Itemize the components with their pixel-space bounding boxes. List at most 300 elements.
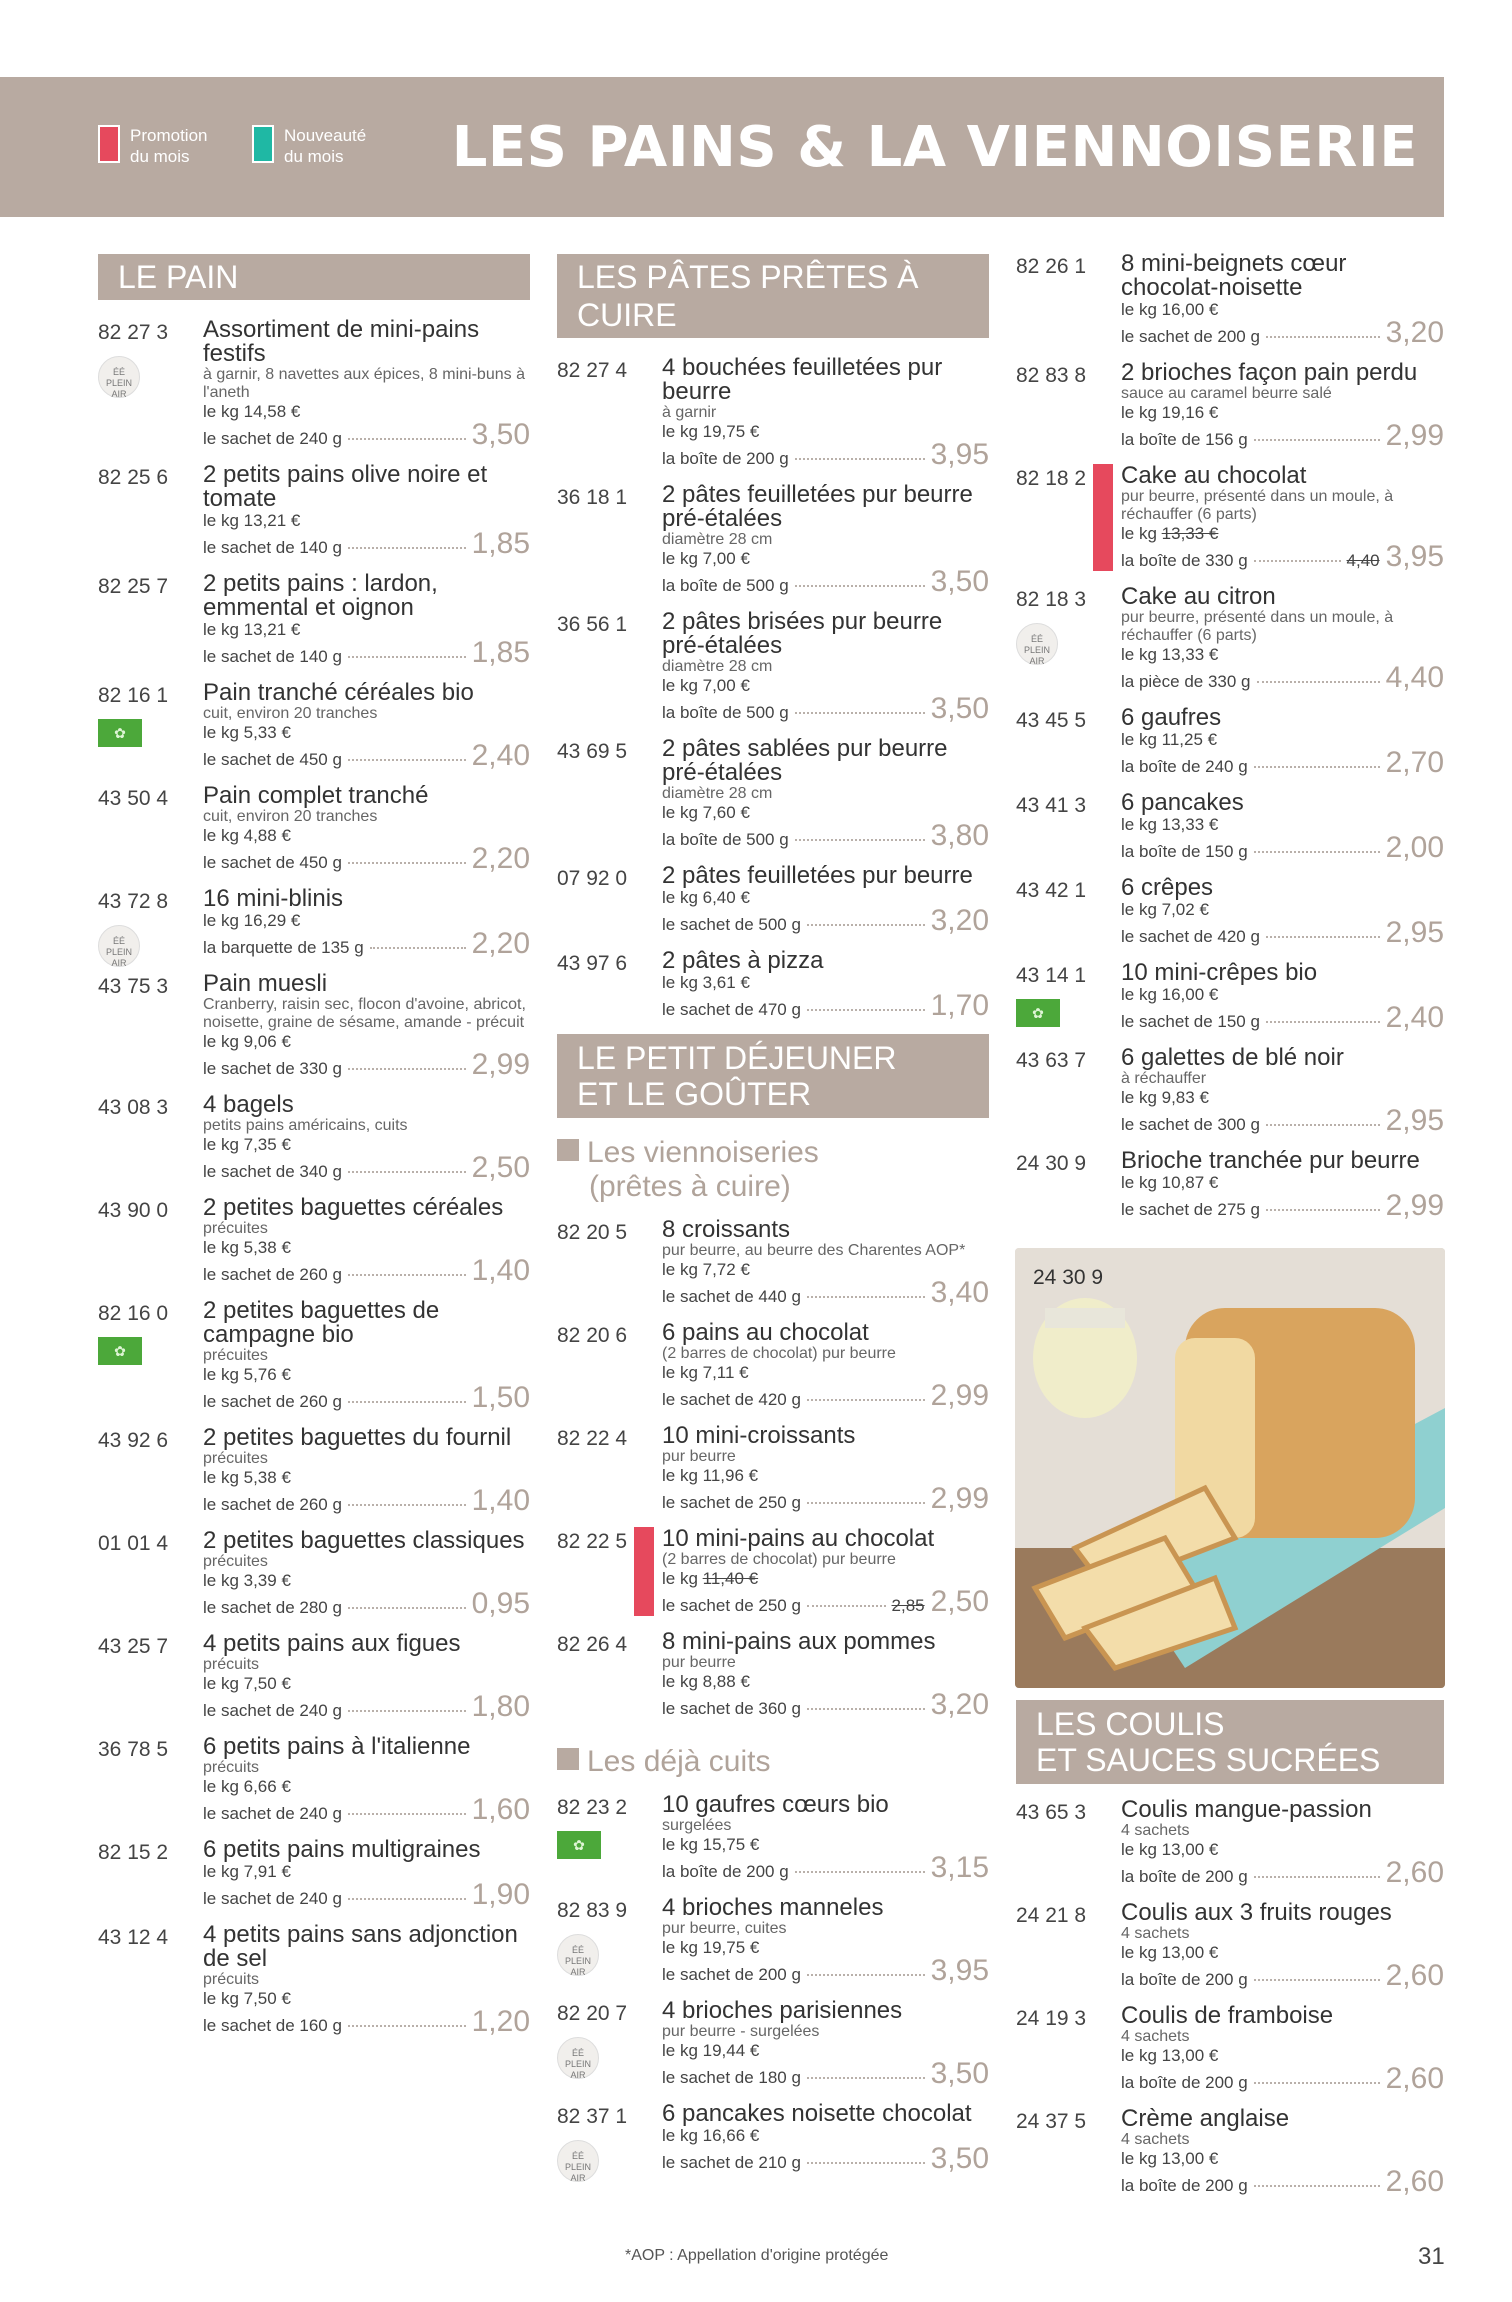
price-per-kg-label: le kg 10,87 €: [1121, 1173, 1219, 1192]
product-item: [1016, 706, 1444, 777]
price: 1,40: [471, 1484, 530, 1517]
container-label: le sachet de 210 g: [662, 2153, 801, 2172]
container-line: [203, 2005, 530, 2038]
container-label: le sachet de 200 g: [1121, 327, 1260, 346]
legend-promotion-label: Promotion du mois: [130, 126, 208, 166]
page-number: 31: [1418, 2243, 1445, 2270]
container-label: le sachet de 440 g: [662, 1287, 801, 1306]
price: 2,20: [471, 842, 530, 875]
price-per-kg-label: le kg 16,00 €: [1121, 300, 1219, 319]
product-item: [557, 864, 989, 935]
product-name: 2 petites baguettes de campagne bio: [203, 1297, 440, 1348]
container-label: le sachet de 240 g: [203, 1701, 342, 1720]
product-name: Coulis aux 3 fruits rouges: [1121, 1899, 1392, 1926]
container-line: [1121, 419, 1444, 452]
dot-leader: [348, 1401, 466, 1403]
product-code: 01 01 4: [98, 1532, 169, 1555]
price: 2,00: [1385, 831, 1444, 864]
container-line: [662, 904, 989, 937]
container-line: [662, 989, 989, 1022]
product-name: 10 mini-crêpes bio: [1121, 959, 1318, 986]
product-item: [1016, 252, 1444, 347]
product-code: 43 25 7: [98, 1635, 169, 1658]
dot-leader: [807, 924, 925, 926]
product-code: 43 90 0: [98, 1199, 169, 1222]
container-line: [662, 1954, 989, 1987]
price: 2,70: [1385, 746, 1444, 779]
price: 3,20: [930, 904, 989, 937]
container-label: la boîte de 500 g: [662, 830, 789, 849]
price-per-kg-label: le kg 13,00 €: [1121, 1840, 1219, 1859]
product-name: Pain complet tranché: [203, 782, 429, 809]
product-name: Coulis de framboise: [1121, 2002, 1334, 2029]
container-label: la boîte de 200 g: [662, 1862, 789, 1881]
product-code: 36 18 1: [557, 486, 628, 509]
product-description: Cranberry, raisin sec, flocon d'avoine, abricot, noisette, graine de sésame, amande - précuit: [203, 996, 526, 1031]
product-description: sauce au caramel beurre salé: [1121, 385, 1332, 402]
dot-leader: [795, 712, 925, 714]
product-code: 43 08 3: [98, 1096, 169, 1119]
nouveaute-swatch: [252, 125, 274, 163]
price: 2,50: [930, 1585, 989, 1618]
product-item: [98, 1529, 530, 1618]
price-per-kg-label: le kg 7,72 €: [662, 1260, 750, 1279]
product-name: 8 mini-beignets cœur chocolat-noisette: [1121, 250, 1347, 301]
product-item: [98, 1632, 530, 1721]
product-item: [1016, 1901, 1444, 1990]
product-description: (2 barres de chocolat) pur beurre: [662, 1345, 896, 1362]
legend-nouveaute: [252, 125, 374, 167]
product-description: à garnir, 8 navettes aux épices, 8 mini-buns à l'aneth: [203, 366, 525, 401]
price-per-kg-label: le kg 4,88 €: [203, 826, 291, 845]
price: 2,95: [1385, 916, 1444, 949]
price-per-kg-label: le kg 11,96 €: [662, 1466, 759, 1485]
product-code: 43 45 5: [1016, 709, 1087, 732]
price: 2,99: [930, 1379, 989, 1412]
container-label: la boîte de 330 g: [1121, 551, 1248, 570]
container-label: la boîte de 200 g: [1121, 1867, 1248, 1886]
square-bullet-icon: [557, 1748, 579, 1770]
product-name: 2 brioches façon pain perdu: [1121, 359, 1418, 386]
price: 2,60: [1385, 1959, 1444, 1992]
section-title-pates: LES PÂTES PRÊTES À CUIRE: [557, 254, 989, 338]
price-per-kg-label: le kg 13,33 €: [1121, 815, 1219, 834]
container-label: le sachet de 300 g: [1121, 1115, 1260, 1134]
product-description: précuites: [203, 1347, 268, 1364]
price: 1,70: [930, 989, 989, 1022]
product-item: [98, 1838, 530, 1909]
product-code: 82 25 7: [98, 575, 169, 598]
price-per-kg-label: le kg 7,00 €: [662, 549, 750, 568]
fabrique-en-france-seal-icon: ÉÉ PLEIN AIR: [557, 2140, 599, 2182]
price: 3,50: [930, 2057, 989, 2090]
dot-leader: [348, 1068, 466, 1070]
promotion-marker: [634, 1527, 654, 1616]
container-label: le sachet de 280 g: [203, 1598, 342, 1617]
price-per-kg-label: le kg 7,02 €: [1121, 900, 1209, 919]
product-code: 82 16 0: [98, 1302, 169, 1325]
price-per-kg-label: le kg 16,29 €: [203, 911, 301, 930]
section-title-petit-dejeuner-line2: ET LE GOÛTER: [577, 1076, 812, 1112]
subsection-viennoiseries-line1: Les viennoiseries: [587, 1136, 819, 1169]
dot-leader: [348, 759, 466, 761]
container-line: [203, 927, 530, 960]
dot-leader: [1266, 1021, 1380, 1023]
dot-leader: [1266, 936, 1380, 938]
container-line: [203, 1048, 530, 1081]
product-name: 2 petites baguettes céréales: [203, 1194, 504, 1221]
product-name: 6 crêpes: [1121, 874, 1214, 901]
price-per-kg-label: le kg 13,33 €: [1121, 645, 1219, 664]
container-label: le sachet de 340 g: [203, 1162, 342, 1181]
price: 3,95: [930, 1954, 989, 1987]
dot-leader: [1254, 766, 1380, 768]
container-line: [203, 527, 530, 560]
dot-leader: [1266, 1124, 1380, 1126]
product-code: 82 18 2: [1016, 467, 1087, 490]
price-per-kg-label: le kg 19,75 €: [662, 422, 760, 441]
container-line: [1121, 2165, 1444, 2198]
dot-leader: [348, 1898, 466, 1900]
brioche-illustration: [1015, 1248, 1445, 1688]
price-per-kg-label: le kg 5,38 €: [203, 1238, 291, 1257]
container-label: la boîte de 500 g: [662, 576, 789, 595]
price: 1,90: [471, 1878, 530, 1911]
product-name: 10 mini-pains au chocolat: [662, 1525, 935, 1552]
product-description: pur beurre - surgelées: [662, 2023, 820, 2040]
dot-leader: [348, 438, 466, 440]
old-price-per-kg: 11,40 €: [702, 1569, 759, 1588]
price-per-kg-label: le kg 15,75 €: [662, 1835, 760, 1854]
price-per-kg-label: le kg 5,33 €: [203, 723, 291, 742]
product-name: Coulis mangue-passion: [1121, 1796, 1372, 1823]
container-label: le sachet de 240 g: [203, 1804, 342, 1823]
price-per-kg-label: le kg 7,91 €: [203, 1862, 291, 1881]
price-per-kg-label: le kg 13,00 €: [1121, 1943, 1219, 1962]
product-name: 10 gaufres cœurs bio: [662, 1791, 889, 1818]
eu-organic-leaf-icon: ✿: [98, 1337, 142, 1365]
product-name: 10 mini-croissants: [662, 1422, 856, 1449]
container-label: le sachet de 140 g: [203, 538, 342, 557]
product-code: 43 63 7: [1016, 1049, 1087, 1072]
container-line: [662, 2057, 989, 2090]
product-name: 6 gaufres: [1121, 704, 1222, 731]
product-item: [1016, 961, 1444, 1032]
price-per-kg-label: le kg 8,88 €: [662, 1672, 750, 1691]
subsection-deja-cuits: [557, 1745, 989, 1779]
product-description: cuit, environ 20 tranches: [203, 808, 378, 825]
dot-leader: [370, 947, 466, 949]
container-line: [662, 1482, 989, 1515]
price: 2,60: [1385, 2062, 1444, 2095]
legend-nouveaute-label: Nouveauté du mois: [284, 126, 367, 166]
items-coulis: [1016, 1798, 1444, 2196]
product-item: [1016, 1798, 1444, 1887]
price: 1,85: [471, 527, 530, 560]
container-line: [203, 418, 530, 451]
price-per-kg-label: le kg 5,38 €: [203, 1468, 291, 1487]
product-description: pur beurre: [662, 1654, 736, 1671]
container-label: le sachet de 150 g: [1121, 1012, 1260, 1031]
product-item: [1016, 876, 1444, 947]
price: 2,99: [471, 1048, 530, 1081]
container-label: le sachet de 330 g: [203, 1059, 342, 1078]
page-header: [0, 77, 1444, 217]
dot-leader: [795, 585, 925, 587]
dot-leader: [807, 1974, 925, 1976]
product-item: [98, 1735, 530, 1824]
product-item: [98, 1923, 530, 2036]
product-code: 24 19 3: [1016, 2007, 1087, 2030]
container-line: [203, 842, 530, 875]
fabrique-en-france-seal-icon: ÉÉ PLEIN AIR: [557, 2037, 599, 2079]
product-item: [557, 737, 989, 850]
product-description: précuites: [203, 1220, 268, 1237]
price-per-kg-label: le kg 7,35 €: [203, 1135, 291, 1154]
product-code: 43 69 5: [557, 740, 628, 763]
product-item: [557, 949, 989, 1020]
container-label: la boîte de 150 g: [1121, 842, 1248, 861]
product-name: 2 petits pains : lardon, emmental et oignon: [203, 570, 438, 621]
dot-leader: [1254, 1979, 1380, 1981]
product-name: 16 mini-blinis: [203, 885, 344, 912]
price-per-kg-label: le kg 3,61 €: [662, 973, 750, 992]
price: 3,95: [1385, 540, 1444, 573]
items-pates: [557, 356, 989, 1020]
product-code: 24 30 9: [1016, 1152, 1087, 1175]
container-label: la boîte de 500 g: [662, 703, 789, 722]
container-label: le sachet de 260 g: [203, 1392, 342, 1411]
price-per-kg-label: le kg 9,06 €: [203, 1032, 291, 1051]
product-code: 82 16 1: [98, 684, 169, 707]
product-code: 82 26 4: [557, 1633, 628, 1656]
price: 0,95: [471, 1587, 530, 1620]
price: 2,95: [1385, 1104, 1444, 1137]
container-line: [1121, 831, 1444, 864]
container-label: le sachet de 260 g: [203, 1265, 342, 1284]
product-code: 24 21 8: [1016, 1904, 1087, 1927]
square-bullet-icon: [557, 1139, 579, 1161]
price-per-kg-label: le kg 19,16 €: [1121, 403, 1219, 422]
product-code: 43 75 3: [98, 975, 169, 998]
product-description: 4 sachets: [1121, 1822, 1190, 1839]
product-item: [98, 885, 530, 968]
product-item: [557, 1321, 989, 1410]
page-title: LES PAINS & LA VIENNOISERIE: [451, 115, 1418, 180]
container-label: la boîte de 240 g: [1121, 757, 1248, 776]
container-line: [1121, 1856, 1444, 1889]
product-item: [557, 1630, 989, 1719]
container-label: la boîte de 200 g: [1121, 2176, 1248, 2195]
product-description: 4 sachets: [1121, 2028, 1190, 2045]
product-code: 43 50 4: [98, 787, 169, 810]
dot-leader: [795, 1871, 925, 1873]
product-name: Cake au chocolat: [1121, 462, 1307, 489]
container-line: [203, 1381, 530, 1414]
product-name: Brioche tranchée pur beurre: [1121, 1147, 1420, 1174]
product-item: [98, 1196, 530, 1285]
product-item: [1016, 464, 1444, 571]
product-name: 4 bouchées feuilletées pur beurre: [662, 354, 943, 405]
price: 2,99: [1385, 419, 1444, 452]
items-viennoiseries: [557, 1218, 989, 1719]
product-code: 43 14 1: [1016, 964, 1087, 987]
product-name: 2 pâtes à pizza: [662, 947, 824, 974]
price: 1,40: [471, 1254, 530, 1287]
product-name: 6 pains au chocolat: [662, 1319, 869, 1346]
container-line: [203, 1793, 530, 1826]
product-item: [98, 572, 530, 667]
product-description: (2 barres de chocolat) pur beurre: [662, 1551, 896, 1568]
dot-leader: [807, 1009, 925, 1011]
product-name: 2 pâtes feuilletées pur beurre pré-étalées: [662, 481, 973, 532]
price: 3,80: [930, 819, 989, 852]
product-name: 6 pancakes: [1121, 789, 1244, 816]
product-code: 43 72 8: [98, 890, 169, 913]
product-item: [557, 2100, 989, 2183]
container-line: [1121, 2062, 1444, 2095]
subsection-viennoiseries: [557, 1136, 989, 1204]
container-line: [662, 1851, 989, 1884]
product-code: 43 41 3: [1016, 794, 1087, 817]
product-name: 4 brioches manneles: [662, 1894, 884, 1921]
price-per-kg-label: le kg 7,00 €: [662, 676, 750, 695]
product-description: précuits: [203, 1971, 260, 1988]
subsection-deja-cuits-label: Les déjà cuits: [587, 1745, 771, 1778]
product-item: [98, 972, 530, 1079]
product-code: 43 12 4: [98, 1926, 169, 1949]
container-label: le sachet de 240 g: [203, 1889, 342, 1908]
product-item: [1016, 585, 1444, 692]
product-item: [98, 318, 530, 449]
product-name: 2 petits pains olive noire et tomate: [203, 461, 488, 512]
price-per-kg-label: le kg: [1121, 524, 1157, 543]
fabrique-en-france-seal-icon: ÉÉ PLEIN AIR: [557, 1934, 599, 1976]
container-line: [662, 1379, 989, 1412]
price: 1,80: [471, 1690, 530, 1723]
product-code: 24 37 5: [1016, 2110, 1087, 2133]
dot-leader: [348, 1171, 466, 1173]
product-item: [1016, 361, 1444, 450]
promotion-marker: [1093, 464, 1113, 571]
legend-promotion: [98, 125, 220, 167]
product-name: Assortiment de mini-pains festifs: [203, 316, 480, 367]
price: 2,99: [930, 1482, 989, 1515]
section-title-petit-dejeuner: [557, 1034, 989, 1118]
container-label: le sachet de 200 g: [662, 1965, 801, 1984]
product-name: Crème anglaise: [1121, 2105, 1290, 2132]
old-price: 2,85: [891, 1596, 925, 1615]
dot-leader: [348, 547, 466, 549]
dot-leader: [1254, 2185, 1380, 2187]
product-name: 8 mini-pains aux pommes: [662, 1628, 936, 1655]
product-description: précuites: [203, 1450, 268, 1467]
price-per-kg-label: le kg 7,11 €: [662, 1363, 749, 1382]
container-label: le sachet de 450 g: [203, 750, 342, 769]
container-line: [203, 1484, 530, 1517]
section-title-coulis-line1: LES COULIS: [1036, 1706, 1225, 1742]
price: 2,60: [1385, 1856, 1444, 1889]
items-gouter: [1016, 252, 1444, 1220]
price: 3,50: [930, 692, 989, 725]
dot-leader: [1254, 1876, 1380, 1878]
container-line: [203, 1151, 530, 1184]
container-line: [662, 565, 989, 598]
old-price-per-kg: 13,33 €: [1161, 524, 1219, 543]
fabrique-en-france-seal-icon: ÉÉ PLEIN AIR: [98, 356, 140, 398]
container-label: le sachet de 500 g: [662, 915, 801, 934]
container-line: [203, 1587, 530, 1620]
price: 3,20: [1385, 316, 1444, 349]
product-description: pur beurre, présenté dans un moule, à réchauffer (6 parts): [1121, 609, 1394, 644]
price-per-kg-label: le kg 14,58 €: [203, 402, 301, 421]
price-per-kg-label: le kg 16,66 €: [662, 2126, 760, 2145]
product-code: 82 83 9: [557, 1899, 628, 1922]
price: 2,60: [1385, 2165, 1444, 2198]
container-line: [662, 1585, 989, 1618]
product-description: précuites: [203, 1553, 268, 1570]
container-line: [1121, 1104, 1444, 1137]
product-name: Pain muesli: [203, 970, 328, 997]
dot-leader: [807, 1708, 925, 1710]
container-label: le sachet de 250 g: [662, 1596, 801, 1615]
product-item: [557, 356, 989, 469]
price: 1,50: [471, 1381, 530, 1414]
dot-leader: [795, 839, 925, 841]
product-code: 82 83 8: [1016, 364, 1087, 387]
price: 2,50: [471, 1151, 530, 1184]
container-label: le sachet de 450 g: [203, 853, 342, 872]
section-title-petit-dejeuner-line1: LE PETIT DÉJEUNER: [577, 1040, 897, 1076]
promotion-swatch: [98, 125, 120, 163]
column-pates-petit-dejeuner: [557, 254, 989, 2187]
section-title-coulis-line2: ET SAUCES SUCRÉES: [1036, 1742, 1381, 1778]
price: 3,50: [471, 418, 530, 451]
price-per-kg-label: le kg 13,21 €: [203, 511, 301, 530]
price-per-kg-label: le kg 7,50 €: [203, 1674, 291, 1693]
price-per-kg-label: le kg 16,00 €: [1121, 985, 1219, 1004]
product-description: précuits: [203, 1656, 260, 1673]
dot-leader: [1254, 2082, 1380, 2084]
product-name: 4 petits pains sans adjonction de sel: [203, 1921, 518, 1972]
product-item: [1016, 1046, 1444, 1135]
product-description: surgelées: [662, 1817, 732, 1834]
dot-leader: [348, 656, 466, 658]
price-per-kg-label: le kg 5,76 €: [203, 1365, 291, 1384]
price-per-kg-label: le kg 13,00 €: [1121, 2149, 1219, 2168]
product-code: 82 20 7: [557, 2002, 628, 2025]
product-item: [98, 1426, 530, 1515]
product-name: 6 pancakes noisette chocolat: [662, 2100, 972, 2127]
price: 2,40: [1385, 1001, 1444, 1034]
price-per-kg-label: le kg 6,66 €: [203, 1777, 291, 1796]
product-name: 6 galettes de blé noir: [1121, 1044, 1344, 1071]
product-code: 36 78 5: [98, 1738, 169, 1761]
dot-leader: [1257, 681, 1380, 683]
container-label: la boîte de 156 g: [1121, 430, 1248, 449]
container-label: la boîte de 200 g: [1121, 1970, 1248, 1989]
price: 3,50: [930, 565, 989, 598]
product-item: [557, 1999, 989, 2088]
product-description: diamètre 28 cm: [662, 658, 773, 675]
container-label: la pièce de 330 g: [1121, 672, 1251, 691]
container-line: [662, 2142, 989, 2175]
product-item: [98, 784, 530, 873]
product-description: 4 sachets: [1121, 1925, 1190, 1942]
price-per-kg-label: le kg 7,60 €: [662, 803, 750, 822]
container-label: le sachet de 240 g: [203, 429, 342, 448]
product-item: [557, 610, 989, 723]
